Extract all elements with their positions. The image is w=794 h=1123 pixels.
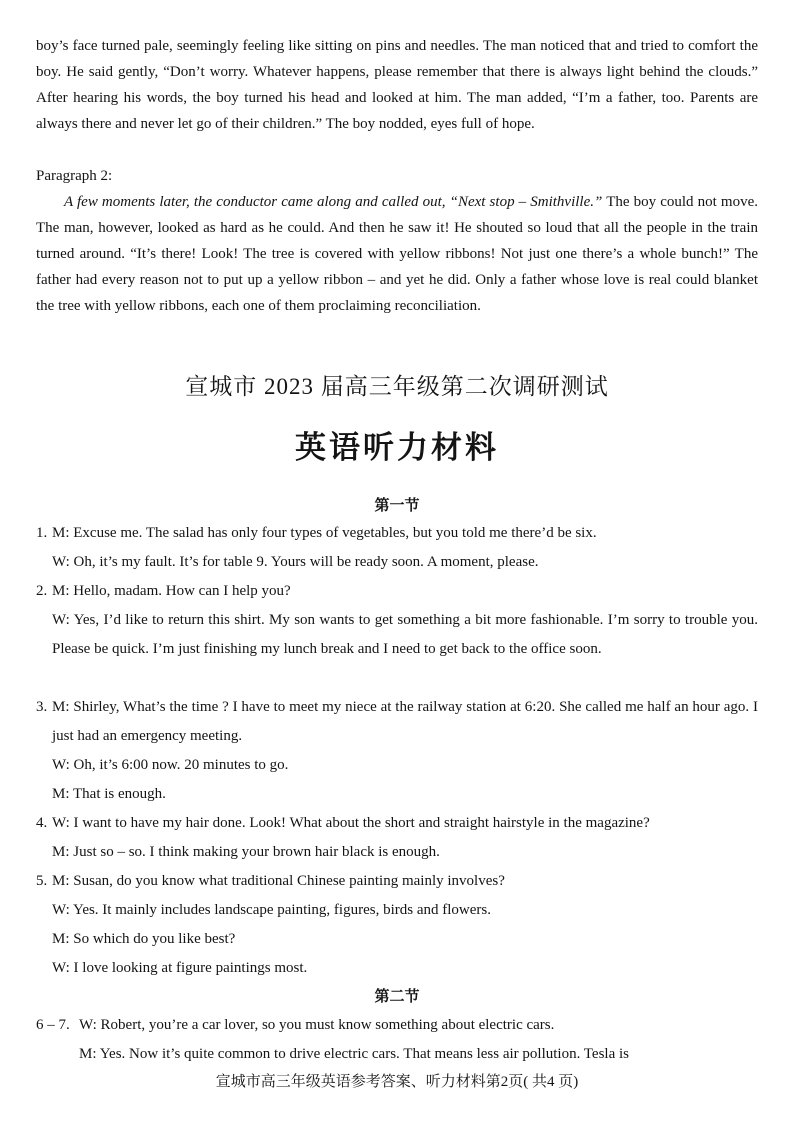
dialogue-line <box>79 1011 758 1040</box>
question-number: 1. <box>36 525 48 541</box>
dialogue-line <box>52 954 758 983</box>
document-title: 英语听力材料 <box>295 430 499 466</box>
speaker: M: <box>52 786 70 802</box>
speaker: M: <box>52 525 70 541</box>
utterance: Just so – so. I think making your brown hair black is enough. <box>73 844 440 860</box>
dialogue-line <box>52 606 758 664</box>
question-number: 3. <box>36 699 48 715</box>
utterance: Susan, do you know what traditional Chinese painting mainly involves? <box>73 873 505 889</box>
section-1-heading: 第一节 <box>374 496 420 514</box>
utterance: So which do you like best? <box>73 931 236 947</box>
story-paragraph-1: boy’s face turned pale, seemingly feeling like sitting on pins and needles. The man noticed that and tried to comfort the boy. He said gently, “Don’t worry. Whatever happens, please remember that there is always light behind the clouds.” After hearing his words, the boy turned his head and looked at him. The man added, “I’m a father, too. Parents are always there and never let go of their children.” The boy nodded, eyes full of hope. <box>36 38 758 132</box>
utterance: Robert, you’re a car lover, so you must know something about electric cars. <box>100 1017 555 1033</box>
paragraph-2-body: The boy could not move. The man, however, looked as hard as he could. And then he saw it! He shouted so loud that all the people in the train turned around. “It’s there! Look! The tree is covered with yellow ribbons! Not just one there’s a whole bunch!” The father had every reason not to put up a yellow ribbon – and yet he did. Only a father whose love is real could blanket the tree with yellow ribbons, each one of them proclaiming reconciliation. <box>36 194 758 314</box>
dialogue-line <box>52 548 758 577</box>
dialogue-line <box>52 925 758 954</box>
speaker: W: <box>52 815 70 831</box>
dialogue-line <box>52 577 758 606</box>
utterance: Yes. Now it’s quite common to drive electric cars. That means less air pollution. Tesla is <box>99 1046 629 1062</box>
speaker: W: <box>52 902 70 918</box>
utterance: Excuse me. The salad has only four types of vegetables, but you told me there’d be six. <box>73 525 597 541</box>
speaker: M: <box>52 931 70 947</box>
page-footer: 宣城市高三年级英语参考答案、听力材料第2页( 共4 页) <box>215 1074 579 1090</box>
speaker: M: <box>52 699 70 715</box>
question-number: 6 – 7. <box>36 1017 70 1033</box>
dialogue-line <box>52 751 758 780</box>
speaker: W: <box>52 612 70 628</box>
exam-title: 宣城市 2023 届高三年级第二次调研测试 <box>185 374 609 399</box>
utterance: Hello, madam. How can I help you? <box>73 583 291 599</box>
dialogue-line <box>52 896 758 925</box>
speaker: M: <box>52 844 70 860</box>
speaker: W: <box>79 1017 97 1033</box>
utterance: Yes, I’d like to return this shirt. My son wants to get something a bit more fashionable. I’m sorry to trouble you. Please be quick. I’m just finishing my lunch break and I need to get back to the office soon. <box>52 612 758 657</box>
speaker: M: <box>52 583 70 599</box>
utterance: Shirley, What’s the time ? I have to meet my niece at the railway station at 6:20. She called me half an hour ago. I just had an emergency meeting. <box>52 699 759 744</box>
speaker: W: <box>52 554 70 570</box>
section-2-heading: 第二节 <box>374 987 420 1005</box>
utterance: Oh, it’s my fault. It’s for table 9. Yours will be ready soon. A moment, please. <box>73 554 539 570</box>
dialogue-line <box>52 519 758 548</box>
story-paragraph-2 <box>36 189 758 319</box>
utterance: Oh, it’s 6:00 now. 20 minutes to go. <box>73 757 289 773</box>
speaker: M: <box>52 873 70 889</box>
utterance: That is enough. <box>73 786 166 802</box>
dialogue-line <box>52 867 758 896</box>
utterance: Yes. It mainly includes landscape painting, figures, birds and flowers. <box>72 902 491 918</box>
paragraph-2-opening: A few moments later, the conductor came along and called out, “Next stop – Smithville.” <box>64 194 603 210</box>
speaker: W: <box>52 960 70 976</box>
question-number: 5. <box>36 873 48 889</box>
dialogue-line <box>52 838 758 867</box>
utterance: I want to have my hair done. Look! What about the short and straight hairstyle in the magazine? <box>73 815 650 831</box>
dialogue-line <box>79 1040 758 1069</box>
question-number: 2. <box>36 583 48 599</box>
dialogue-line <box>52 693 758 751</box>
question-number: 4. <box>36 815 48 831</box>
dialogue-line <box>52 809 758 838</box>
utterance: I love looking at figure paintings most. <box>73 960 308 976</box>
speaker: W: <box>52 757 70 773</box>
dialogue-line <box>52 780 758 809</box>
speaker: M: <box>79 1046 97 1062</box>
paragraph-2-label: Paragraph 2: <box>36 168 113 184</box>
